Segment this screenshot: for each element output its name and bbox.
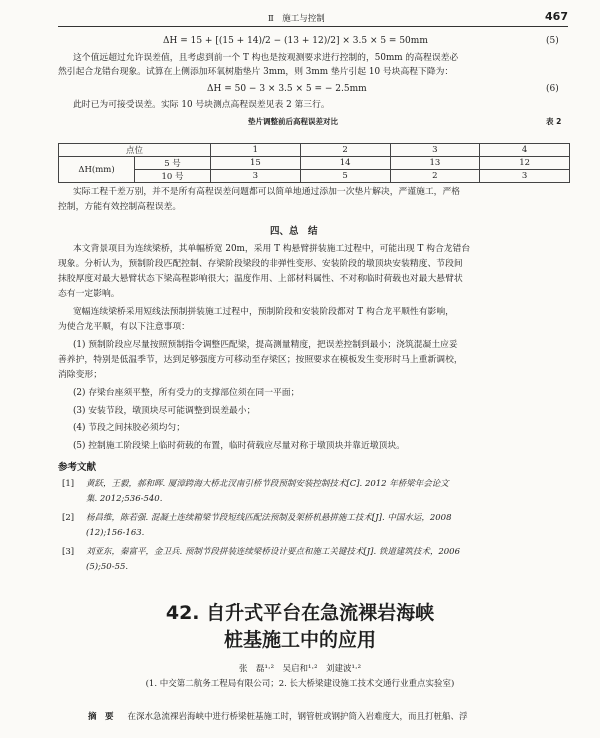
reference-number: [2] bbox=[62, 513, 75, 523]
paragraph-line: 然引起合龙错台现象。试算在上侧添加环氧树脂垫片 3mm，则 3mm 垫片引起 10 号块高程下降为： bbox=[58, 67, 454, 77]
equation-5: ΔH = 15 + [(15 + 14)/2 − (13 + 12)/2] × 3.5 × 5 = 50mm bbox=[163, 36, 428, 46]
table-cell: 14 bbox=[300, 157, 390, 170]
table-cell: 5 bbox=[300, 170, 390, 183]
table-row-name: 10 号 bbox=[135, 170, 211, 183]
reference-line: (5);50-55. bbox=[86, 562, 129, 572]
abstract-label: 摘 要 bbox=[88, 712, 114, 722]
equation-5-number: (5) bbox=[546, 36, 559, 46]
table-col: 2 bbox=[300, 144, 390, 157]
table-row bbox=[59, 157, 570, 170]
table-cell: 13 bbox=[390, 157, 480, 170]
abstract-line bbox=[88, 710, 578, 722]
authors: 张 磊¹·² 吴启和¹·² 刘建波¹·² bbox=[238, 664, 362, 674]
reference-line: 杨昌维，陈若强. 混凝土连续箱梁节段短线匹配法预制及架桥机悬拼施工技术[J]. 中国水运，2008 bbox=[86, 513, 452, 523]
references-heading: 参考文献 bbox=[58, 462, 97, 473]
table-row-name: 5 号 bbox=[135, 157, 211, 170]
list-item: (4) 节段之间抹胶必须均匀； bbox=[73, 423, 186, 433]
running-header bbox=[58, 10, 568, 24]
reference-line: 黄跃，王毅，郝和晖. 厦漳跨海大桥北汊南引桥节段预制安装控制技术[C]. 2012 年桥梁年会论文 bbox=[86, 479, 449, 489]
reference-line: 刘亚东，秦富平，金卫兵. 预制节段拼装连续梁桥设计要点和施工关键技术[J]. 铁道建筑技术，2006 bbox=[86, 547, 460, 557]
table-row-group: ΔH(mm) bbox=[59, 157, 135, 183]
table-cell: 12 bbox=[480, 157, 570, 170]
reference-line: (12);156-163. bbox=[86, 528, 145, 538]
table-row bbox=[59, 170, 570, 183]
list-item: (3) 安装节段，墩顶块尽可能调整到误差最小； bbox=[73, 406, 256, 416]
header-rule bbox=[58, 26, 568, 27]
page-number: 467 bbox=[545, 10, 568, 23]
paragraph-line: 这个值远超过允许误差值，且考虑到前一个 T 构也是按观测要求进行控制的，50mm 的高程误差必 bbox=[73, 53, 459, 63]
equation-6: ΔH = 50 − 3 × 3.5 × 5 = − 2.5mm bbox=[207, 84, 367, 94]
paragraph-line: 控制，方能有效控制高程误差。 bbox=[58, 202, 182, 212]
table-title: 垫片调整前后高程误差对比 bbox=[248, 117, 338, 126]
paragraph-line: 为使合龙平顺，有以下注意事项： bbox=[58, 322, 190, 332]
table-col: 4 bbox=[480, 144, 570, 157]
table-cell: 15 bbox=[211, 157, 301, 170]
reference-line: 集. 2012;536-540. bbox=[86, 494, 163, 504]
equation-6-number: (6) bbox=[546, 84, 559, 94]
reference-item bbox=[62, 511, 574, 541]
table-cell: 2 bbox=[390, 170, 480, 183]
paragraph-line: 此时已为可接受误差。实际 10 号块测点高程误差见表 2 第三行。 bbox=[73, 100, 330, 110]
paragraph-line: 宽幅连续梁桥采用短线法预制拼装施工过程中，预制阶段和安装阶段都对 T 构合龙平顺性有影响， bbox=[73, 307, 454, 317]
list-item: (2) 存梁台座须平整，所有受力的支撑部位须在同一平面； bbox=[73, 388, 300, 398]
abstract-text: 在深水急流裸岩海峡中进行桥梁桩基施工时，钢管桩或钢护筒入岩难度大，而且打桩船、浮 bbox=[127, 712, 468, 722]
table-header-row bbox=[59, 144, 570, 157]
paragraph-line: 实际工程千差万别，并不是所有高程误差问题都可以简单地通过添加一次垫片解决，严谨施工，严格 bbox=[73, 187, 461, 197]
reference-number: [3] bbox=[62, 547, 75, 557]
table-label: 表 2 bbox=[546, 117, 562, 126]
table-col: 3 bbox=[390, 144, 480, 157]
elevation-error-table bbox=[58, 143, 570, 183]
table-col-header: 点位 bbox=[59, 144, 211, 157]
article-title-line-2: 桩基施工中的应用 bbox=[223, 629, 376, 651]
paragraph-line: 抹胶厚度对最大悬臂状态下梁高程影响很大；温度作用、上部材料属性、不对称临时荷载也对最大悬臂状 bbox=[58, 274, 463, 284]
table-cell: 3 bbox=[211, 170, 301, 183]
table-cell: 3 bbox=[480, 170, 570, 183]
list-item: (1) 预制阶段应尽量按照预制指令调整匹配梁，提高测量精度，把误差控制到最小；浇筑混凝土应妥 bbox=[73, 340, 458, 350]
chapter-title: Ⅱ 施工与控制 bbox=[268, 14, 325, 24]
list-item: (5) 控制施工阶段梁上临时荷载的布置，临时荷载应尽量对称于墩顶块并靠近墩顶块。 bbox=[73, 441, 405, 451]
section-heading: 四、总 结 bbox=[270, 226, 318, 237]
affiliation: (1. 中交第二航务工程局有限公司；2. 长大桥梁建设施工技术交通行业重点实验室) bbox=[145, 679, 455, 689]
list-item-cont: 善养护，特别是低温季节，达到足够强度方可移动至存梁区；按照要求在模板发生变形时马上重新调校， bbox=[58, 355, 463, 365]
reference-item bbox=[62, 477, 574, 507]
article-title-line-1: 42. 自升式平台在急流裸岩海峡 bbox=[165, 602, 435, 624]
reference-number: [1] bbox=[62, 479, 75, 489]
paragraph-line: 态有一定影响。 bbox=[58, 289, 120, 299]
paragraph-line: 现象。分析认为，预制阶段匹配控制、存梁阶段梁段的非弹性变形、安装阶段的墩顶块安装精度、节段间 bbox=[58, 259, 463, 269]
reference-item bbox=[62, 545, 574, 575]
paragraph-line: 本文背景项目为连续梁桥，其单幅桥宽 20m，采用 T 构悬臂拼装施工过程中，可能出现 T 构合龙错台 bbox=[73, 244, 471, 254]
list-item-cont: 消除变形； bbox=[58, 370, 102, 380]
table-col: 1 bbox=[211, 144, 301, 157]
